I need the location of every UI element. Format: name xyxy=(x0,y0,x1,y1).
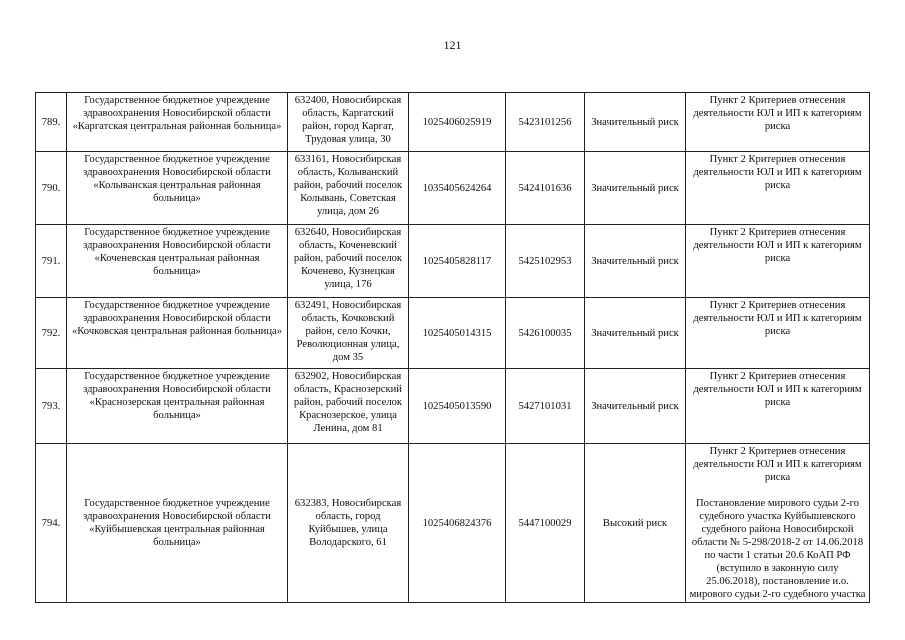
organization-address: 632491, Новосибирская область, Кочковский район, село Кочки, Революционная улица, дом 35 xyxy=(288,298,409,369)
basis-paragraph: Пункт 2 Критериев отнесения деятельности ЮЛ и ИП к категориям риска xyxy=(693,154,862,191)
risk-basis xyxy=(686,93,870,152)
inn-cell: 5427101031 xyxy=(506,369,585,444)
organization-name: Государственное бюджетное учреждение здравоохранения Новосибирской области «Каргатская центральная районная больница» xyxy=(67,93,288,152)
organization-name: Государственное бюджетное учреждение здравоохранения Новосибирской области «Кочковская центральная районная больница» xyxy=(67,298,288,369)
table-row xyxy=(36,369,870,444)
row-number: 790. xyxy=(36,152,67,225)
risk-category: Высокий риск xyxy=(585,444,686,603)
basis-spacer xyxy=(689,484,866,497)
organization-address: 633161, Новосибирская область, Колыванский район, рабочий поселок Колывань, Советская улица, дом 26 xyxy=(288,152,409,225)
basis-paragraph: Пункт 2 Критериев отнесения деятельности ЮЛ и ИП к категориям риска xyxy=(693,95,862,132)
risk-category: Значительный риск xyxy=(585,369,686,444)
risk-basis xyxy=(686,444,870,603)
basis-paragraph: Пункт 2 Критериев отнесения деятельности ЮЛ и ИП к категориям риска xyxy=(693,300,862,337)
ogrn-cell: 1025406824376 xyxy=(409,444,506,603)
registry-table xyxy=(35,92,870,603)
organization-address: 632400, Новосибирская область, Каргатский район, город Каргат, Трудовая улица, 30 xyxy=(288,93,409,152)
page-number: 121 xyxy=(443,38,462,52)
ogrn-cell: 1025405828117 xyxy=(409,225,506,298)
row-number: 794. xyxy=(36,444,67,603)
row-number: 792. xyxy=(36,298,67,369)
organization-name: Государственное бюджетное учреждение здравоохранения Новосибирской области «Краснозерская центральная районная больница» xyxy=(67,369,288,444)
table-row xyxy=(36,93,870,152)
inn-cell: 5423101256 xyxy=(506,93,585,152)
risk-category: Значительный риск xyxy=(585,225,686,298)
risk-category: Значительный риск xyxy=(585,152,686,225)
inn-cell: 5425102953 xyxy=(506,225,585,298)
ogrn-cell: 1035405624264 xyxy=(409,152,506,225)
inn-cell: 5447100029 xyxy=(506,444,585,603)
risk-category: Значительный риск xyxy=(585,93,686,152)
inn-cell: 5426100035 xyxy=(506,298,585,369)
risk-basis xyxy=(686,225,870,298)
ogrn-cell: 1025406025919 xyxy=(409,93,506,152)
inn-cell: 5424101636 xyxy=(506,152,585,225)
organization-name: Государственное бюджетное учреждение здравоохранения Новосибирской области «Коченевская центральная районная больница» xyxy=(67,225,288,298)
organization-address: 632383, Новосибирская область, город Куйбышев, улица Володарского, 61 xyxy=(288,444,409,603)
basis-paragraph: Пункт 2 Критериев отнесения деятельности ЮЛ и ИП к категориям риска xyxy=(693,227,862,264)
table-row xyxy=(36,298,870,369)
basis-paragraph: Пункт 2 Критериев отнесения деятельности ЮЛ и ИП к категориям риска xyxy=(693,446,862,483)
row-number: 789. xyxy=(36,93,67,152)
table-row xyxy=(36,444,870,603)
basis-paragraph: Постановление мирового судьи 2-го судебного участка Куйбышевского судебного района Новосибирской области № 5-298/2018-2 от 14.06.2018 по части 1 статьи 20.6 КоАП РФ (вступило в законную силу 25.06.2018), постановление и.о. мирового судьи 2-го судебного участка xyxy=(689,498,866,600)
risk-category: Значительный риск xyxy=(585,298,686,369)
ogrn-cell: 1025405014315 xyxy=(409,298,506,369)
table-row xyxy=(36,225,870,298)
organization-name: Государственное бюджетное учреждение здравоохранения Новосибирской области «Куйбышевская центральная районная больница» xyxy=(67,444,288,603)
organization-name: Государственное бюджетное учреждение здравоохранения Новосибирской области «Колыванская центральная районная больница» xyxy=(67,152,288,225)
table-row xyxy=(36,152,870,225)
row-number: 791. xyxy=(36,225,67,298)
basis-paragraph: Пункт 2 Критериев отнесения деятельности ЮЛ и ИП к категориям риска xyxy=(693,371,862,408)
risk-basis xyxy=(686,298,870,369)
risk-basis xyxy=(686,369,870,444)
ogrn-cell: 1025405013590 xyxy=(409,369,506,444)
risk-basis xyxy=(686,152,870,225)
registry-body xyxy=(36,93,870,603)
organization-address: 632902, Новосибирская область, Краснозерский район, рабочий поселок Краснозерское, улица Ленина, дом 81 xyxy=(288,369,409,444)
organization-address: 632640, Новосибирская область, Коченевский район, рабочий поселок Коченево, Кузнецкая улица, 176 xyxy=(288,225,409,298)
row-number: 793. xyxy=(36,369,67,444)
